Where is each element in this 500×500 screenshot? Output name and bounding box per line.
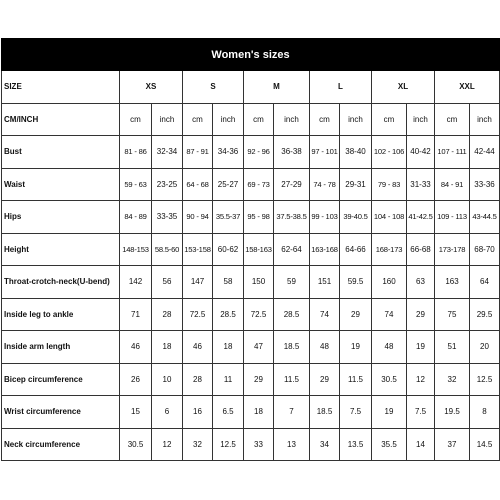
table-cell: 160 (372, 266, 407, 299)
table-cell: 39-40.5 (340, 201, 372, 234)
table-cell: 142 (120, 266, 152, 299)
table-cell: 37.5-38.5 (274, 201, 310, 234)
table-cell: 104 - 108 (372, 201, 407, 234)
table-cell: 40-42 (407, 136, 435, 169)
row-label: Inside leg to ankle (2, 298, 120, 331)
size-header-cell: M (244, 71, 310, 104)
table-cell: 30.5 (120, 428, 152, 461)
table-cell: 68-70 (470, 233, 500, 266)
table-row (2, 363, 500, 396)
size-header-cell: XS (120, 71, 183, 104)
table-cell: 25-27 (213, 168, 244, 201)
table-cell: 150 (244, 266, 274, 299)
table-cell: 12.5 (213, 428, 244, 461)
table-row (2, 168, 500, 201)
table-cell: 23-25 (152, 168, 183, 201)
table-cell: 58.5-60 (152, 233, 183, 266)
table-cell: 95 - 98 (244, 201, 274, 234)
row-label: Neck circumference (2, 428, 120, 461)
table-cell: 59 (274, 266, 310, 299)
table-cell: 75 (435, 298, 470, 331)
unit-header-cell: cm (244, 103, 274, 136)
table-cell: 38-40 (340, 136, 372, 169)
table-cell: 46 (183, 331, 213, 364)
table-cell: 27-29 (274, 168, 310, 201)
table-cell: 20 (470, 331, 500, 364)
table-row (2, 233, 500, 266)
unit-header-cell: cm (372, 103, 407, 136)
table-cell: 29 (244, 363, 274, 396)
table-row (2, 396, 500, 429)
table-cell: 151 (310, 266, 340, 299)
unit-header-cell: inch (152, 103, 183, 136)
table-cell: 10 (152, 363, 183, 396)
table-cell: 62-64 (274, 233, 310, 266)
size-header-cell: L (310, 71, 372, 104)
table-cell: 36-38 (274, 136, 310, 169)
unit-label: CM/INCH (2, 103, 120, 136)
table-cell: 18 (152, 331, 183, 364)
table-cell: 19.5 (435, 396, 470, 429)
size-header-cell: S (183, 71, 244, 104)
size-table (1, 38, 500, 461)
table-cell: 92 - 96 (244, 136, 274, 169)
table-cell: 12 (407, 363, 435, 396)
table-cell: 42-44 (470, 136, 500, 169)
size-header-row (2, 71, 500, 104)
unit-header-cell: cm (120, 103, 152, 136)
unit-header-cell: inch (274, 103, 310, 136)
table-cell: 28.5 (274, 298, 310, 331)
table-cell: 66-68 (407, 233, 435, 266)
table-cell: 64 (470, 266, 500, 299)
table-cell: 6.5 (213, 396, 244, 429)
table-cell: 12 (152, 428, 183, 461)
table-cell: 60-62 (213, 233, 244, 266)
table-cell: 84 - 91 (435, 168, 470, 201)
table-cell: 87 - 91 (183, 136, 213, 169)
table-cell: 13 (274, 428, 310, 461)
size-label: SIZE (2, 71, 120, 104)
table-cell: 158-163 (244, 233, 274, 266)
row-label: Bicep circumference (2, 363, 120, 396)
table-row (2, 331, 500, 364)
row-label: Throat-crotch-neck(U-bend) (2, 266, 120, 299)
table-cell: 41-42.5 (407, 201, 435, 234)
table-cell: 99 - 103 (310, 201, 340, 234)
table-cell: 13.5 (340, 428, 372, 461)
table-cell: 18.5 (274, 331, 310, 364)
table-cell: 74 (310, 298, 340, 331)
unit-header-row (2, 103, 500, 136)
table-cell: 29.5 (470, 298, 500, 331)
table-cell: 173-178 (435, 233, 470, 266)
table-cell: 11 (213, 363, 244, 396)
table-cell: 29 (310, 363, 340, 396)
table-cell: 19 (372, 396, 407, 429)
table-cell: 102 - 106 (372, 136, 407, 169)
unit-header-cell: inch (213, 103, 244, 136)
table-cell: 148-153 (120, 233, 152, 266)
table-cell: 11.5 (340, 363, 372, 396)
table-cell: 32 (183, 428, 213, 461)
table-cell: 6 (152, 396, 183, 429)
table-cell: 32 (435, 363, 470, 396)
table-cell: 11.5 (274, 363, 310, 396)
table-row (2, 201, 500, 234)
unit-header-cell: cm (183, 103, 213, 136)
table-cell: 71 (120, 298, 152, 331)
table-cell: 48 (310, 331, 340, 364)
size-header-cell: XL (372, 71, 435, 104)
table-cell: 33 (244, 428, 274, 461)
table-row (2, 428, 500, 461)
table-cell: 72.5 (183, 298, 213, 331)
table-cell: 14.5 (470, 428, 500, 461)
table-cell: 32-34 (152, 136, 183, 169)
unit-header-cell: cm (310, 103, 340, 136)
table-cell: 35.5-37 (213, 201, 244, 234)
table-cell: 12.5 (470, 363, 500, 396)
row-label: Bust (2, 136, 120, 169)
unit-header-cell: cm (435, 103, 470, 136)
table-cell: 18 (213, 331, 244, 364)
table-cell: 59.5 (340, 266, 372, 299)
table-cell: 109 - 113 (435, 201, 470, 234)
row-label: Hips (2, 201, 120, 234)
table-cell: 51 (435, 331, 470, 364)
table-cell: 64 - 68 (183, 168, 213, 201)
table-cell: 107 - 111 (435, 136, 470, 169)
table-cell: 31-33 (407, 168, 435, 201)
table-cell: 90 - 94 (183, 201, 213, 234)
size-header-cell: XXL (435, 71, 500, 104)
table-cell: 26 (120, 363, 152, 396)
size-chart (1, 38, 499, 461)
table-row (2, 298, 500, 331)
table-cell: 7.5 (407, 396, 435, 429)
table-cell: 84 - 89 (120, 201, 152, 234)
table-cell: 14 (407, 428, 435, 461)
table-cell: 15 (120, 396, 152, 429)
table-cell: 29 (340, 298, 372, 331)
table-cell: 34-36 (213, 136, 244, 169)
row-label: Wrist circumference (2, 396, 120, 429)
table-cell: 8 (470, 396, 500, 429)
table-cell: 48 (372, 331, 407, 364)
table-cell: 30.5 (372, 363, 407, 396)
table-cell: 18.5 (310, 396, 340, 429)
table-row (2, 136, 500, 169)
title-row (2, 39, 500, 71)
table-cell: 28 (152, 298, 183, 331)
table-cell: 7 (274, 396, 310, 429)
row-label: Waist (2, 168, 120, 201)
table-title: Women's sizes (2, 39, 500, 71)
table-cell: 147 (183, 266, 213, 299)
table-cell: 47 (244, 331, 274, 364)
table-cell: 7.5 (340, 396, 372, 429)
table-cell: 33-36 (470, 168, 500, 201)
table-cell: 16 (183, 396, 213, 429)
table-cell: 34 (310, 428, 340, 461)
table-cell: 97 - 101 (310, 136, 340, 169)
table-cell: 163 (435, 266, 470, 299)
table-cell: 33-35 (152, 201, 183, 234)
table-cell: 46 (120, 331, 152, 364)
table-cell: 29-31 (340, 168, 372, 201)
unit-header-cell: inch (407, 103, 435, 136)
table-cell: 74 (372, 298, 407, 331)
table-cell: 59 - 63 (120, 168, 152, 201)
table-row (2, 266, 500, 299)
table-cell: 43-44.5 (470, 201, 500, 234)
unit-header-cell: inch (470, 103, 500, 136)
table-cell: 64-66 (340, 233, 372, 266)
table-cell: 63 (407, 266, 435, 299)
table-cell: 56 (152, 266, 183, 299)
table-cell: 69 - 73 (244, 168, 274, 201)
table-cell: 28 (183, 363, 213, 396)
table-cell: 19 (407, 331, 435, 364)
table-cell: 37 (435, 428, 470, 461)
table-cell: 168-173 (372, 233, 407, 266)
table-cell: 29 (407, 298, 435, 331)
table-cell: 163-168 (310, 233, 340, 266)
row-label: Height (2, 233, 120, 266)
table-cell: 153-158 (183, 233, 213, 266)
unit-header-cell: inch (340, 103, 372, 136)
table-cell: 19 (340, 331, 372, 364)
table-cell: 74 - 78 (310, 168, 340, 201)
table-cell: 35.5 (372, 428, 407, 461)
table-cell: 18 (244, 396, 274, 429)
table-cell: 79 - 83 (372, 168, 407, 201)
table-cell: 72.5 (244, 298, 274, 331)
table-cell: 28.5 (213, 298, 244, 331)
row-label: Inside arm length (2, 331, 120, 364)
table-cell: 81 - 86 (120, 136, 152, 169)
table-cell: 58 (213, 266, 244, 299)
